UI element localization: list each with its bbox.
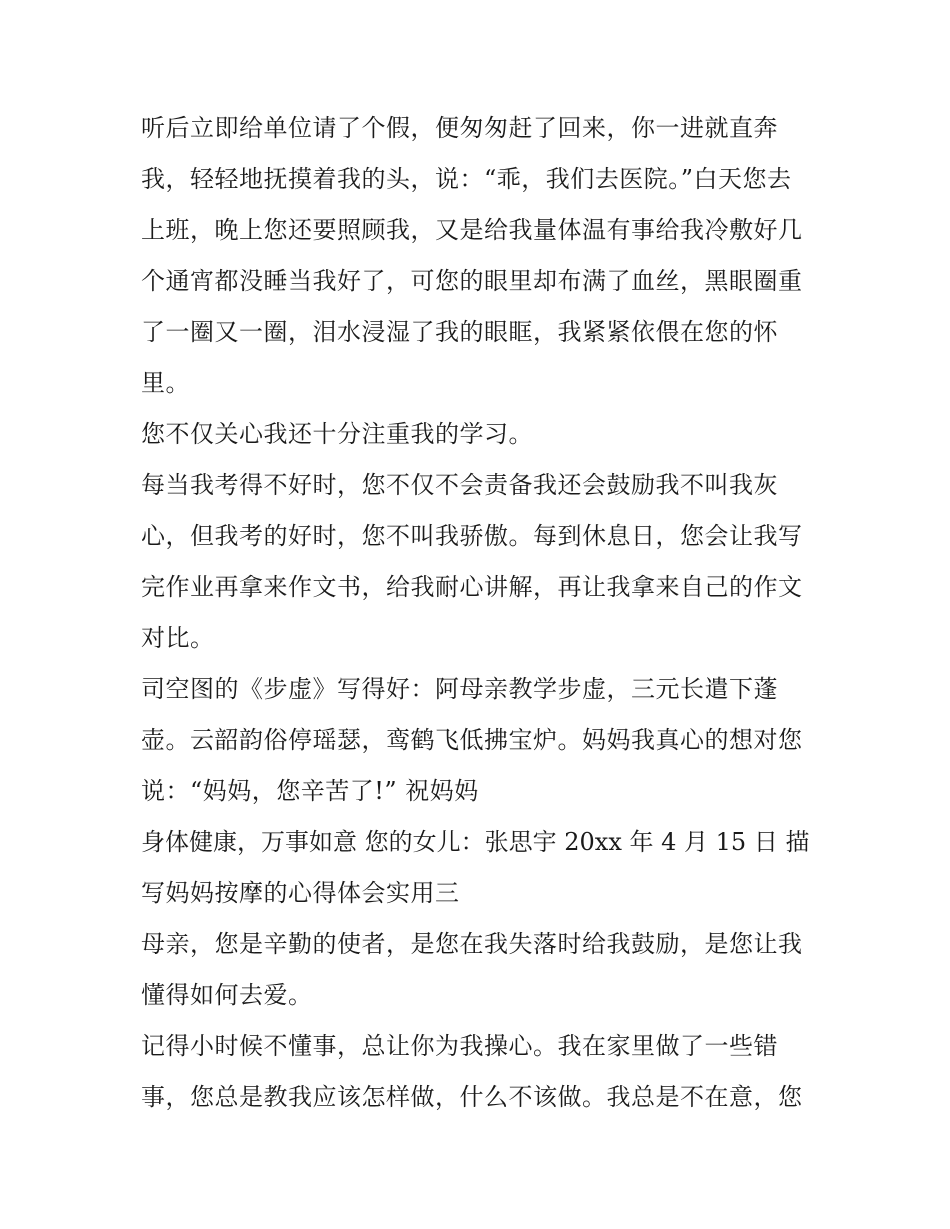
text-line: 了一圈又一圈，泪水浸湿了我的眼眶，我紧紧依偎在您的怀 [141, 318, 778, 346]
text-line: 心，但我考的好时，您不叫我骄傲。每到休息日，您会让我写 [141, 522, 803, 550]
text-line: 上班，晚上您还要照顾我，又是给我量体温有事给我冷敷好几 [141, 216, 803, 244]
text-line: 每当我考得不好时，您不仅不会责备我还会鼓励我不叫我灰 [141, 471, 778, 499]
text-line: 事，您总是教我应该怎样做，什么不该做。我总是不在意，您 [141, 1083, 803, 1111]
text-line: 我，轻轻地抚摸着我的头，说：“乖，我们去医院。”白天您去 [141, 165, 792, 193]
text-line: 记得小时候不懂事，总让你为我操心。我在家里做了一些错 [141, 1032, 778, 1060]
text-line: 里。 [141, 369, 190, 397]
text-line: 壶。云韶韵俗停瑶瑟，鸾鹤飞低拂宝炉。妈妈我真心的想对您 [141, 726, 803, 754]
text-line: 听后立即给单位请了个假，便匆匆赶了回来，你一进就直奔 [141, 114, 778, 142]
text-line: 个通宵都没睡当我好了，可您的眼里却布满了血丝，黑眼圈重 [141, 267, 803, 295]
text-line: 身体健康，万事如意 您的女儿：张思宇 20xx 年 4 月 15 日 描 [141, 828, 810, 856]
text-line: 母亲，您是辛勤的使者，是您在我失落时给我鼓励，是您让我 [141, 930, 803, 958]
text-line: 司空图的《步虚》写得好：阿母亲教学步虚，三元长遣下蓬 [141, 675, 778, 703]
text-line: 说：“妈妈，您辛苦了!” 祝妈妈 [141, 777, 479, 805]
text-line: 懂得如何去爱。 [141, 981, 313, 1009]
text-line: 您不仅关心我还十分注重我的学习。 [141, 420, 533, 448]
text-line: 完作业再拿来作文书，给我耐心讲解，再让我拿来自己的作文 [141, 573, 803, 601]
text-line: 对比。 [141, 624, 215, 652]
text-line: 写妈妈按摩的心得体会实用三 [141, 879, 460, 907]
